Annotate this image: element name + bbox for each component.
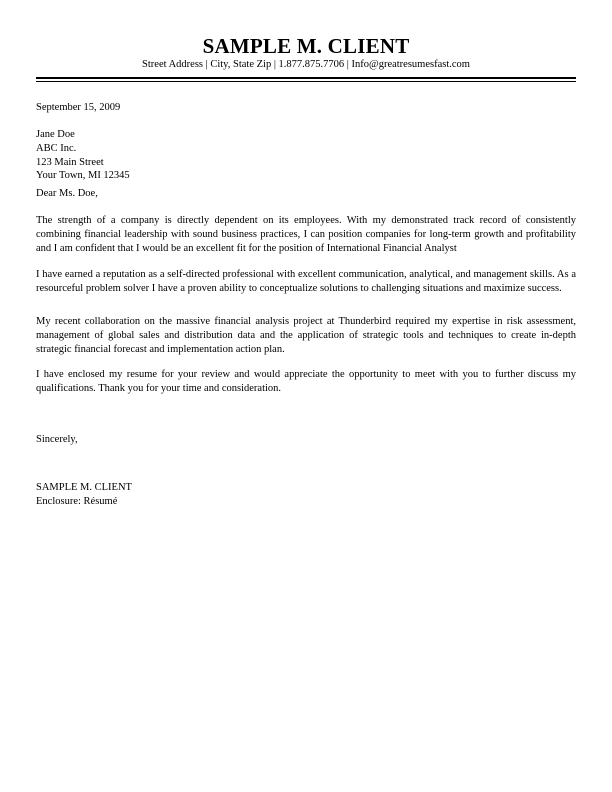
sender-contact-line: Street Address | City, State Zip | 1.877.875.7706 | Info@greatresumesfast.com [142,59,470,70]
closing: Sincerely, [36,434,78,445]
salutation: Dear Ms. Doe, [36,188,98,199]
recipient-street: 123 Main Street [36,156,104,168]
recipient-company: ABC Inc. [36,142,77,154]
header-divider-thin [36,81,576,82]
paragraph-4: I have enclosed my resume for your review and would appreciate the opportunity to meet with you to further discuss my qualifications. Thank you for your time and consideration. [36,369,576,394]
paragraph-2: I have earned a reputation as a self-directed professional with excellent communication, analytical, and management skills. As a resourceful problem solver I have a proven ability to conceptualize solutions to challenging situations and maximize success. [36,269,576,294]
signature-block [36,481,576,509]
paragraph-1: The strength of a company is directly dependent on its employees. With my demonstrated track record of consistently combining financial leadership with sound business practices, I can position companies for long-term growth and profitability and I am confident that I would be an excellent fit for the position of International Financial Analyst [36,215,576,254]
sender-name: SAMPLE M. CLIENT [202,34,410,58]
header-divider-thick [36,77,576,79]
recipient-address [36,128,576,183]
enclosure-line: Enclosure: Résumé [36,495,118,507]
recipient-name: Jane Doe [36,129,75,140]
letter-date: September 15, 2009 [36,102,121,113]
paragraph-3: My recent collaboration on the massive financial analysis project at Thunderbird required my expertise in risk assessment, management of global sales and distribution data and the application of strategic tools and techniques to create in-depth strategic financial forecast and implementation action plan. [36,316,576,355]
signature-name: SAMPLE M. CLIENT [36,482,132,493]
recipient-city: Your Town, MI 12345 [36,170,130,182]
